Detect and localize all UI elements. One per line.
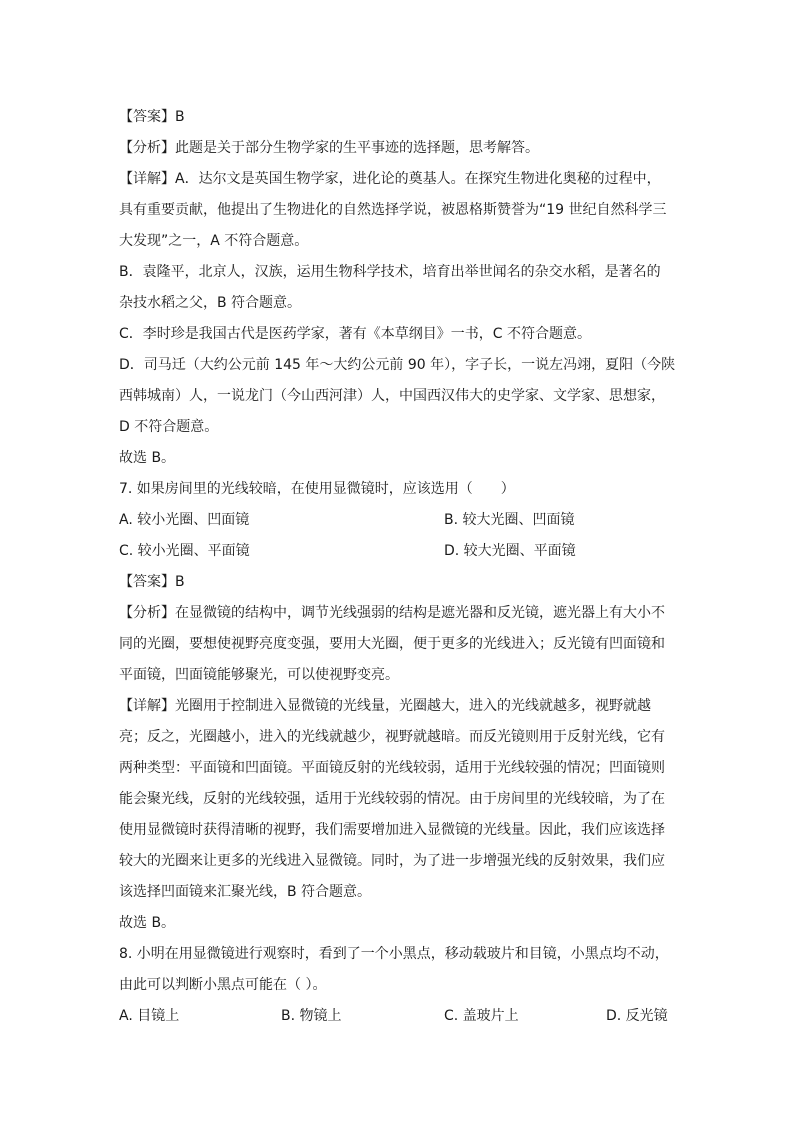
q8-stem-line-1: 8. 小明在用显微镜进行观察时，看到了一个小黑点，移动载玻片和目镜，小黑点均不动， <box>119 946 669 962</box>
q7-detail-line-1: 【详解】光圈用于控制进入显微镜的光线量，光圈越大，进入的光线就越多，视野就越 <box>119 698 651 714</box>
q6-detail-line-9: D 不符合题意。 <box>119 419 219 435</box>
q8-options-row <box>119 1001 675 1032</box>
q7-option-a: A. 较小光圈、凹面镜 <box>119 512 250 528</box>
q6-detail-line-2: 具有重要贡献，他提出了生物进化的自然选择学说，被恩格斯赞誉为“19 世纪自然科学三 <box>119 202 667 218</box>
q7-detail-line-7: 该选择凹面镜来汇聚光线，B 符合题意。 <box>119 884 372 900</box>
q6-detail-line-8: 西韩城南）人，一说龙门（今山西河津）人，中国西汉伟大的史学家、文学家、思想家， <box>119 388 665 404</box>
q8-stem-line-2: 由此可以判断小黑点可能在（ ）。 <box>119 977 327 993</box>
document-content <box>119 102 675 1032</box>
q7-detail-line-4: 能会聚光线，反射的光线较强，适用于光线较弱的情况。由于房间里的光线较暗，为了在 <box>119 791 665 807</box>
q7-detail-line-6: 较大的光圈来让更多的光线进入显微镜。同时，为了进一步增强光线的反射效果，我们应 <box>119 853 665 869</box>
q6-answer: 【答案】B <box>119 109 185 125</box>
q6-detail-line-3: 大发现”之一，A 不符合题意。 <box>119 233 309 249</box>
q8-option-a: A. 目镜上 <box>119 1008 180 1024</box>
q7-answer: 【答案】B <box>119 574 185 590</box>
q7-options-row-1 <box>119 505 675 536</box>
q7-option-c: C. 较小光圈、平面镜 <box>119 543 250 559</box>
q6-analysis: 【分析】此题是关于部分生物学家的生平事迹的选择题，思考解答。 <box>119 140 539 156</box>
q6-detail-line-5: 杂技水稻之父，B 符合题意。 <box>119 295 302 311</box>
q7-stem: 7. 如果房间里的光线较暗，在使用显微镜时，应该选用（ ） <box>119 481 515 497</box>
q6-detail-line-6: C．李时珍是我国古代是医药学家，著有《本草纲目》一书，C 不符合题意。 <box>119 326 591 342</box>
q6-detail-line-4: B．袁隆平，北京人，汉族，运用生物科学技术，培育出举世闻名的杂交水稻，是著名的 <box>119 264 661 280</box>
q7-conclusion: 故选 B。 <box>119 915 176 931</box>
q8-option-c: C. 盖玻片上 <box>444 1008 519 1024</box>
q7-analysis-line-1: 【分析】在显微镜的结构中，调节光线强弱的结构是遮光器和反光镜，遮光器上有大小不 <box>119 605 665 621</box>
q7-detail-line-5: 使用显微镜时获得清晰的视野，我们需要增加进入显微镜的光线量。因此，我们应该选择 <box>119 822 665 838</box>
q8-option-d: D. 反光镜 <box>606 1008 668 1024</box>
q7-option-d: D. 较大光圈、平面镜 <box>444 543 576 559</box>
q7-analysis-line-2: 同的光圈，要想使视野亮度变强，要用大光圈，便于更多的光线进入；反光镜有凹面镜和 <box>119 636 665 652</box>
q6-detail-line-7: D．司马迁（大约公元前 145 年～大约公元前 90 年），字子长，一说左冯翊，夏阳（今陕 <box>119 357 675 373</box>
q6-detail-line-1: 【详解】A．达尔文是英国生物学家，进化论的奠基人。在探究生物进化奥秘的过程中， <box>119 171 661 187</box>
q7-analysis-line-3: 平面镜，凹面镜能够聚光，可以使视野变亮。 <box>119 667 399 683</box>
q7-detail-line-2: 亮；反之，光圈越小，进入的光线就越少，视野就越暗。而反光镜则用于反射光线，它有 <box>119 729 665 745</box>
q7-option-b: B. 较大光圈、凹面镜 <box>444 512 575 528</box>
q6-conclusion: 故选 B。 <box>119 450 176 466</box>
q7-options-row-2 <box>119 536 675 567</box>
q7-detail-line-3: 两种类型：平面镜和凹面镜。平面镜反射的光线较弱，适用于光线较强的情况；凹面镜则 <box>119 760 665 776</box>
q8-option-b: B. 物镜上 <box>281 1008 342 1024</box>
